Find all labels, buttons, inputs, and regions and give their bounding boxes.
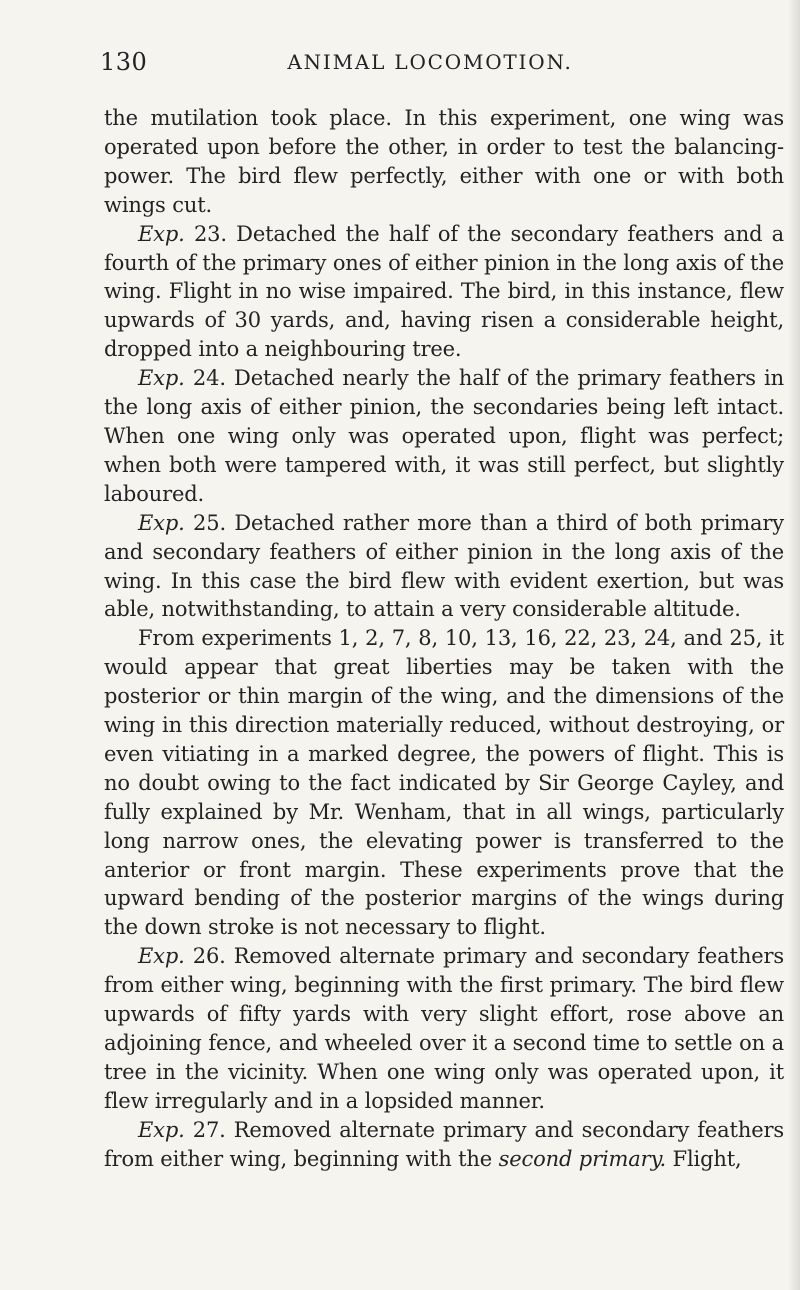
paragraph-text: 25. Detached rather more than a third of both primary and secondary feathers of either pinion in the long axis of the wing. In this case the bird flew with evident exertion, but was able, notwithstanding, to attain a very considerable altitude.: [104, 510, 784, 622]
paragraph-exp-26: [104, 942, 784, 1115]
paragraph-continuation: [104, 104, 784, 220]
experiment-label: Exp.: [138, 221, 185, 246]
paragraph-exp-27: [104, 1116, 784, 1174]
experiment-label: Exp.: [138, 510, 185, 535]
body-text: [104, 104, 784, 1174]
paragraph-exp-23: [104, 220, 784, 365]
paragraph-tail: Flight,: [666, 1146, 742, 1171]
paragraph-summary: [104, 624, 784, 942]
paragraph-exp-25: [104, 509, 784, 625]
paragraph-text: 23. Detached the half of the secondary feathers and a fourth of the primary ones of either pinion in the long axis of the wing. Flight in no wise impaired. The bird, in this instance, flew upwards of 30 yards, and, having risen a considerable height, dropped into a neighbouring tree.: [104, 221, 784, 362]
emphasis-text: second primary.: [498, 1146, 667, 1171]
running-title: ANIMAL LOCOMOTION.: [287, 50, 573, 74]
paragraph-text: 27. Removed alternate primary and secondary feathers from either wing, beginning with the: [104, 1117, 784, 1171]
page-header: [100, 46, 760, 78]
paragraph-text: From experiments 1, 2, 7, 8, 10, 13, 16, 22, 23, 24, and 25, it would appear that great liberties may be taken with the posterior or thin margin of the wing, and the dimensions of the wing in this direction materially reduced, without destroying, or even vitiating in a marked degree, the powers of flight. This is no doubt owing to the fact indicated by Sir George Cayley, and fully explained by Mr. Wenham, that in all wings, particularly long narrow ones, the elevating power is transferred to the anterior or front margin. These experiments prove that the upward bending of the posterior margins of the wings during the down stroke is not necessary to flight.: [104, 626, 784, 940]
paragraph-text: the mutilation took place. In this experiment, one wing was operated upon before the other, in order to test the balancing-power. The bird flew perfectly, either with one or with both wings cut.: [104, 106, 784, 217]
page-edge-shadow: [788, 0, 800, 1290]
page-number: 130: [100, 48, 148, 76]
paragraph-text: 24. Detached nearly the half of the primary feathers in the long axis of either pinion, the secondaries being left intact. When one wing only was operated upon, flight was perfect; when both were tampered with, it was still perfect, but slightly laboured.: [104, 366, 784, 506]
experiment-label: Exp.: [138, 366, 185, 391]
paragraph-text: 26. Removed alternate primary and secondary feathers from either wing, beginning with the first primary. The bird flew upwards of fifty yards with very slight effort, rose above an adjoining fence, and wheeled over it a second time to settle on a tree in the vicinity. When one wing only was operated upon, it flew irregularly and in a lopsided manner.: [104, 944, 784, 1113]
experiment-label: Exp.: [138, 944, 185, 969]
experiment-label: Exp.: [138, 1117, 185, 1142]
paragraph-exp-24: [104, 364, 784, 509]
